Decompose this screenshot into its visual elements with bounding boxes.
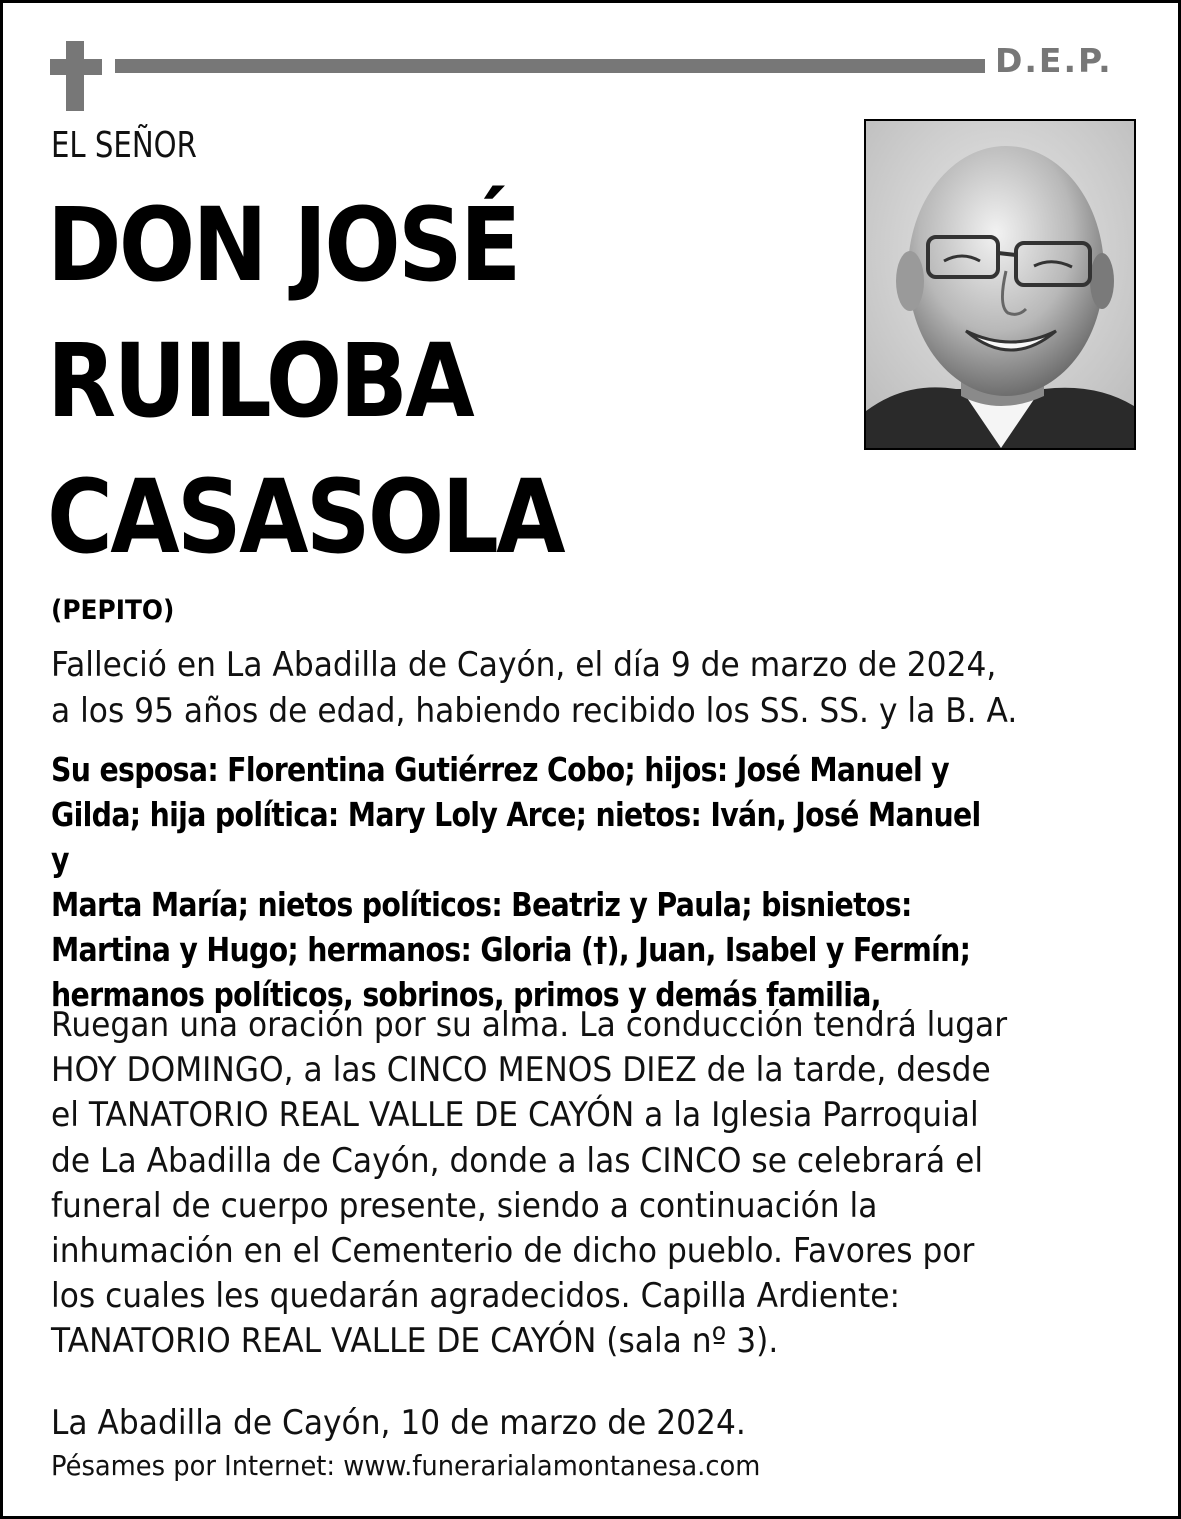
- place-date: La Abadilla de Cayón, 10 de marzo de 2024.: [51, 1403, 746, 1443]
- nickname: (PEPITO): [51, 595, 175, 626]
- name-line-2: RUILOBA: [47, 322, 473, 441]
- portrait-photo: [864, 119, 1136, 450]
- name-line-1: DON JOSÉ: [47, 186, 519, 305]
- family-list: Su esposa: Florentina Gutiérrez Cobo; hijos: José Manuel y Gilda; hija política: Mary Loly Arce; nietos: Iván, José Manuel y Marta María; nietos políticos: Beatriz y Paula; bisnietos: Martina y Hugo; hermanos: Gloria (†), Juan, Isabel y Fermín; hermanos políticos, sobrinos, primos y demás familia,: [51, 750, 981, 1014]
- death-notice: Falleció en La Abadilla de Cayón, el día 9 de marzo de 2024, a los 95 años de edad, habiendo recibido los SS. SS. y la B. A.: [51, 645, 1018, 731]
- condolences-line: Pésames por Internet: www.funerarialamontanesa.com: [51, 1449, 761, 1482]
- title-prefix: EL SEÑOR: [51, 125, 197, 166]
- header-rule: [115, 59, 985, 73]
- portrait-icon: [866, 121, 1134, 448]
- name-line-3: CASASOLA: [47, 458, 563, 577]
- cross-icon: [50, 41, 102, 111]
- ceremony-details: Ruegan una oración por su alma. La conducción tendrá lugar HOY DOMINGO, a las CINCO MENOS DIEZ de la tarde, desde el TANATORIO REAL VALLE DE CAYÓN a la Iglesia Parroquial de La Abadilla de Cayón, donde a las CINCO se celebrará el funeral de cuerpo presente, siendo a continuación la inhumación en el Cementerio de dicho pueblo. Favores por los cuales les quedarán agradecidos. Capilla Ardiente: TANATORIO REAL VALLE DE CAYÓN (sala nº 3).: [51, 1005, 1008, 1362]
- dep-label: D.E.P.: [995, 41, 1113, 80]
